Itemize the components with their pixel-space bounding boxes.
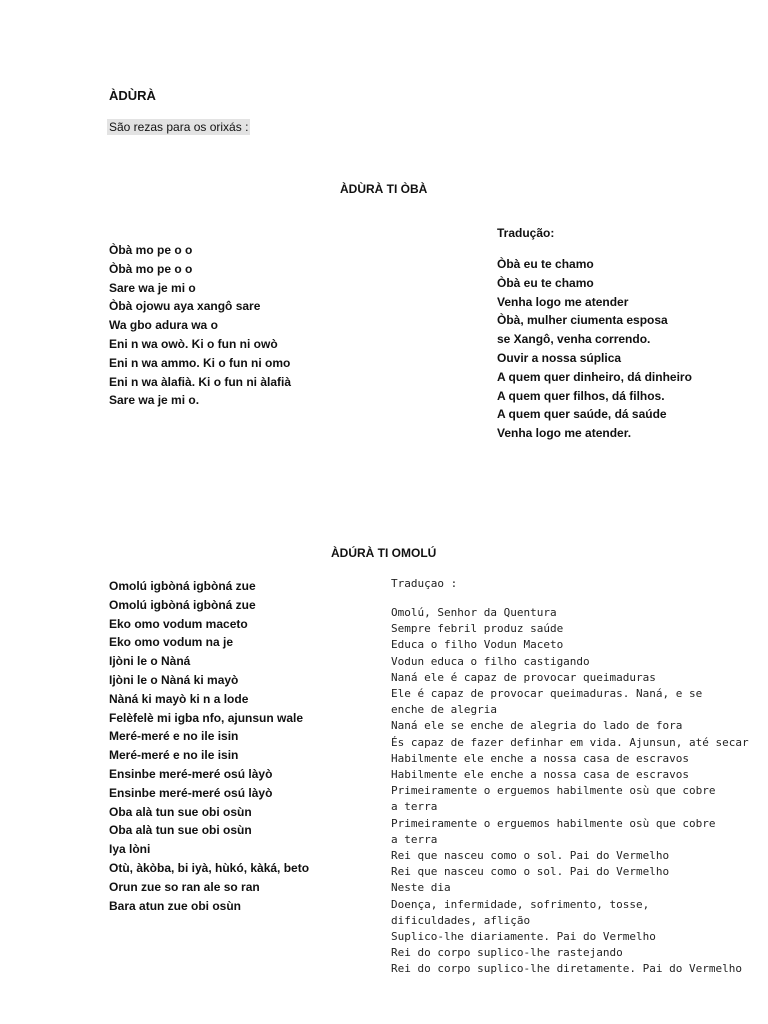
translation-line: Naná ele se enche de alegria do lado de fora [391,719,683,733]
prayer-line: Omolú igbòná igbòná zue [109,597,256,612]
translation-line: Ele é capaz de provocar queimaduras. Naná, e se enche de alegria [391,687,703,717]
prayer-line: Ensinbe meré-meré osú làyò [109,766,273,781]
translation-line: Educa o filho Vodun Maceto [391,638,564,652]
prayer-line: Òbà mo pe o o [109,243,193,257]
translation-line: Venha logo me atender [497,294,629,309]
prayer-line: Ijòni le o Nàná [109,654,191,669]
translation-label-oba: Tradução: [497,226,555,240]
translation-line: Rei do corpo suplico-lhe rastejando [391,946,623,960]
oba-translation [497,255,692,443]
prayer-line: Omolú igbòná igbòná zue [109,579,256,593]
document-subtitle: São rezas para os orixás : [109,120,249,134]
translation-line: Vodun educa o filho castigando [391,654,590,668]
translation-line: Rei que nasceu como o sol. Pai do Vermelho [391,865,670,879]
translation-line: Venha logo me atender. [497,426,632,441]
translation-line: Ouvir a nossa súplica [497,350,622,365]
prayer-line: Iya lòni [109,842,151,857]
prayer-line: Eni n wa ammo. Ki o fun ni omo [109,355,291,370]
translation-line: Òbà, mulher ciumenta esposa [497,313,668,328]
prayer-line: Felèfelè mi igba nfo, ajunsun wale [109,710,304,725]
section-title-omolu: ÀDÚRÀ TI OMOLÚ [331,546,437,560]
document-title: ÀDÙRÀ [109,88,156,103]
translation-line: Omolú, Senhor da Quentura [391,606,557,619]
prayer-line: Bara atun zue obi osùn [109,898,242,913]
prayer-line: Wa gbo adura wa o [109,318,218,333]
prayer-line: Òbà mo pe o o [109,261,193,276]
translation-label-omolu: Traduçao : [391,577,458,590]
translation-line: A quem quer dinheiro, dá dinheiro [497,369,692,384]
omolu-translation [391,605,749,978]
translation-line: Primeiramente o erguemos habilmente osù que cobre a terra [391,816,716,846]
translation-line: Rei que nasceu como o sol. Pai do Vermelho [391,849,670,863]
translation-line: Habilmente ele enche a nossa casa de escravos [391,751,690,765]
translation-line: A quem quer filhos, dá filhos. [497,388,665,403]
prayer-line: Eni n wa àlafià. Ki o fun ni àlafià [109,374,292,389]
translation-line: Òbà eu te chamo [497,275,594,290]
section-title-oba: ÀDÙRÀ TI ÒBÀ [340,182,428,196]
prayer-line: Ensinbe meré-meré osú làyò [109,785,273,800]
prayer-line: Eko omo vodum maceto [109,616,248,631]
prayer-line: Òbà ojowu aya xangô sare [109,299,261,314]
prayer-line: Eni n wa owò. Ki o fun ni owò [109,336,278,351]
prayer-line: Orun zue so ran ale so ran [109,879,260,894]
translation-line: Doença, infermidade, sofrimento, tosse, dificuldades, aflição [391,897,650,927]
translation-line: A quem quer saúde, dá saúde [497,407,667,422]
translation-line: Habilmente ele enche a nossa casa de escravos [391,768,690,782]
translation-line: És capaz de fazer definhar em vida. Ajunsun, até secar [391,735,749,749]
prayer-line: Oba alà tun sue obi osùn [109,804,252,819]
translation-line: Primeiramente o erguemos habilmente osù que cobre a terra [391,784,716,814]
prayer-line: Ijòni le o Nàná ki mayò [109,672,239,687]
omolu-yoruba-prayer [109,577,309,915]
translation-line: Suplico-lhe diariamente. Pai do Vermelho [391,930,656,944]
prayer-line: Sare wa je mi o. [109,393,200,408]
prayer-line: Oba alà tun sue obi osùn [109,823,252,838]
prayer-line: Otù, àkòba, bi iyà, hùkó, kàká, beto [109,860,310,875]
translation-line: Rei do corpo suplico-lhe diretamente. Pai do Vermelho [391,962,742,976]
translation-line: Òbà eu te chamo [497,257,594,271]
prayer-line: Sare wa je mi o [109,280,196,295]
prayer-line: Meré-meré e no ile isin [109,748,239,763]
translation-line: se Xangô, venha correndo. [497,332,651,347]
oba-yoruba-prayer [109,241,291,410]
translation-line: Sempre febril produz saúde [391,622,564,636]
prayer-line: Meré-meré e no ile isin [109,729,239,744]
translation-line: Neste dia [391,881,451,895]
translation-line: Naná ele é capaz de provocar queimaduras [391,670,656,684]
prayer-line: Eko omo vodum na je [109,635,234,650]
prayer-line: Nàná ki mayò ki n a lode [109,691,249,706]
